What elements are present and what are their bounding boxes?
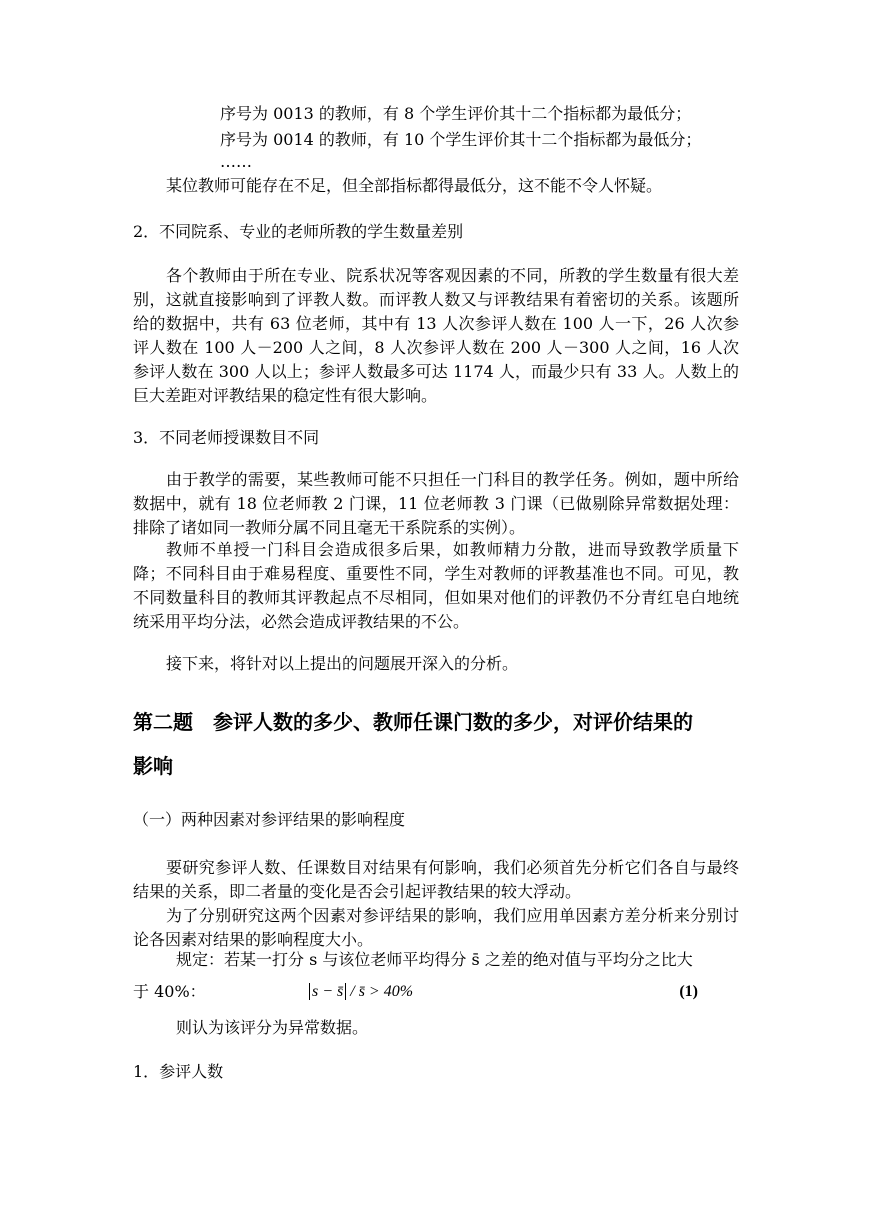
formula-row xyxy=(133,980,739,1004)
paragraph-section-2: 各个教师由于所在专业、院系状况等客观因素的不同，所教的学生数量有很大差别，这就直接影响到了评教人数。而评教人数又与评教结果有着密切的关系。该题所给的数据中，共有 63 位老师，其中有 13 人次参评人数在 100 人一下，26 人次参评人数在 100 人－200 人之间，8 人次参评人数在 200 人－300 人之间，16 人次参评人数在 300 人以上；参评人数最多可达 1174 人，而最少只有 33 人。人数上的巨大差距对评教结果的稳定性有很大影响。 xyxy=(133,266,739,405)
paragraph-next: 接下来，将针对以上提出的问题展开深入的分析。 xyxy=(166,654,519,673)
paragraph-anova: 为了分别研究这两个因素对参评结果的影响，我们应用单因素方差分析来分别讨论各因素对结果的影响程度大小。 xyxy=(133,906,739,949)
text-line-0014: 序号为 0014 的教师，有 10 个学生评价其十二个指标都为最低分； xyxy=(220,130,702,149)
formula-1 xyxy=(309,980,413,1004)
paragraph-section-3b: 教师不单授一门科目会造成很多后果，如教师精力分散，进而导致教学质量下降；不同科目由于难易程度、重要性不同，学生对教师的评教基准也不同。可见，教不同数量科目的教师其评教起点不尽相同，但如果对他们的评教仍不分青红皂白地统统采用平均分法，必然会造成评教结果的不公。 xyxy=(133,540,739,631)
paragraph-research: 要研究参评人数、任课数目对结果有何影响，我们必须首先分析它们各自与最终结果的关系，即二者量的变化是否会引起评教结果的较大浮动。 xyxy=(133,858,739,901)
rule-line: 规定：若某一打分 s 与该位老师平均得分 s̄ 之差的绝对值与平均分之比大 xyxy=(176,950,693,969)
equation-number: (1) xyxy=(679,983,698,1000)
heading-question-2-line2: 影响 xyxy=(133,754,173,778)
formula-lead: 于 40%： xyxy=(133,982,206,1001)
formula-rest: / s̄ > 40% xyxy=(346,983,414,1000)
ellipsis-line: …… xyxy=(220,152,252,171)
formula-abs-term: s − s̄ xyxy=(309,983,346,1000)
text-line-0013: 序号为 0013 的教师，有 8 个学生评价其十二个指标都为最低分； xyxy=(220,104,692,123)
section-1-title: 1．参评人数 xyxy=(133,1062,224,1081)
paragraph-section-3a: 由于教学的需要，某些教师可能不只担任一门科目的教学任务。例如，题中所给数据中，就有 18 位老师教 2 门课，11 位老师教 3 门课（已做剔除异常数据处理：排除了诸如同一教师分属不同且毫无干系院系的实例）。 xyxy=(133,470,739,537)
section-3-title: 3．不同老师授课数目不同 xyxy=(133,428,320,447)
paragraph-abnormal: 则认为该评分为异常数据。 xyxy=(176,1018,369,1037)
subsection-1-title: （一）两种因素对参评结果的影响程度 xyxy=(133,810,406,829)
section-2-title: 2．不同院系、专业的老师所教的学生数量差别 xyxy=(133,222,464,241)
paragraph-doubt: 某位教师可能存在不足，但全部指标都得最低分，这不能不令人怀疑。 xyxy=(166,176,663,195)
heading-question-2-line1: 第二题 参评人数的多少、教师任课门数的多少，对评价结果的 xyxy=(133,710,693,734)
